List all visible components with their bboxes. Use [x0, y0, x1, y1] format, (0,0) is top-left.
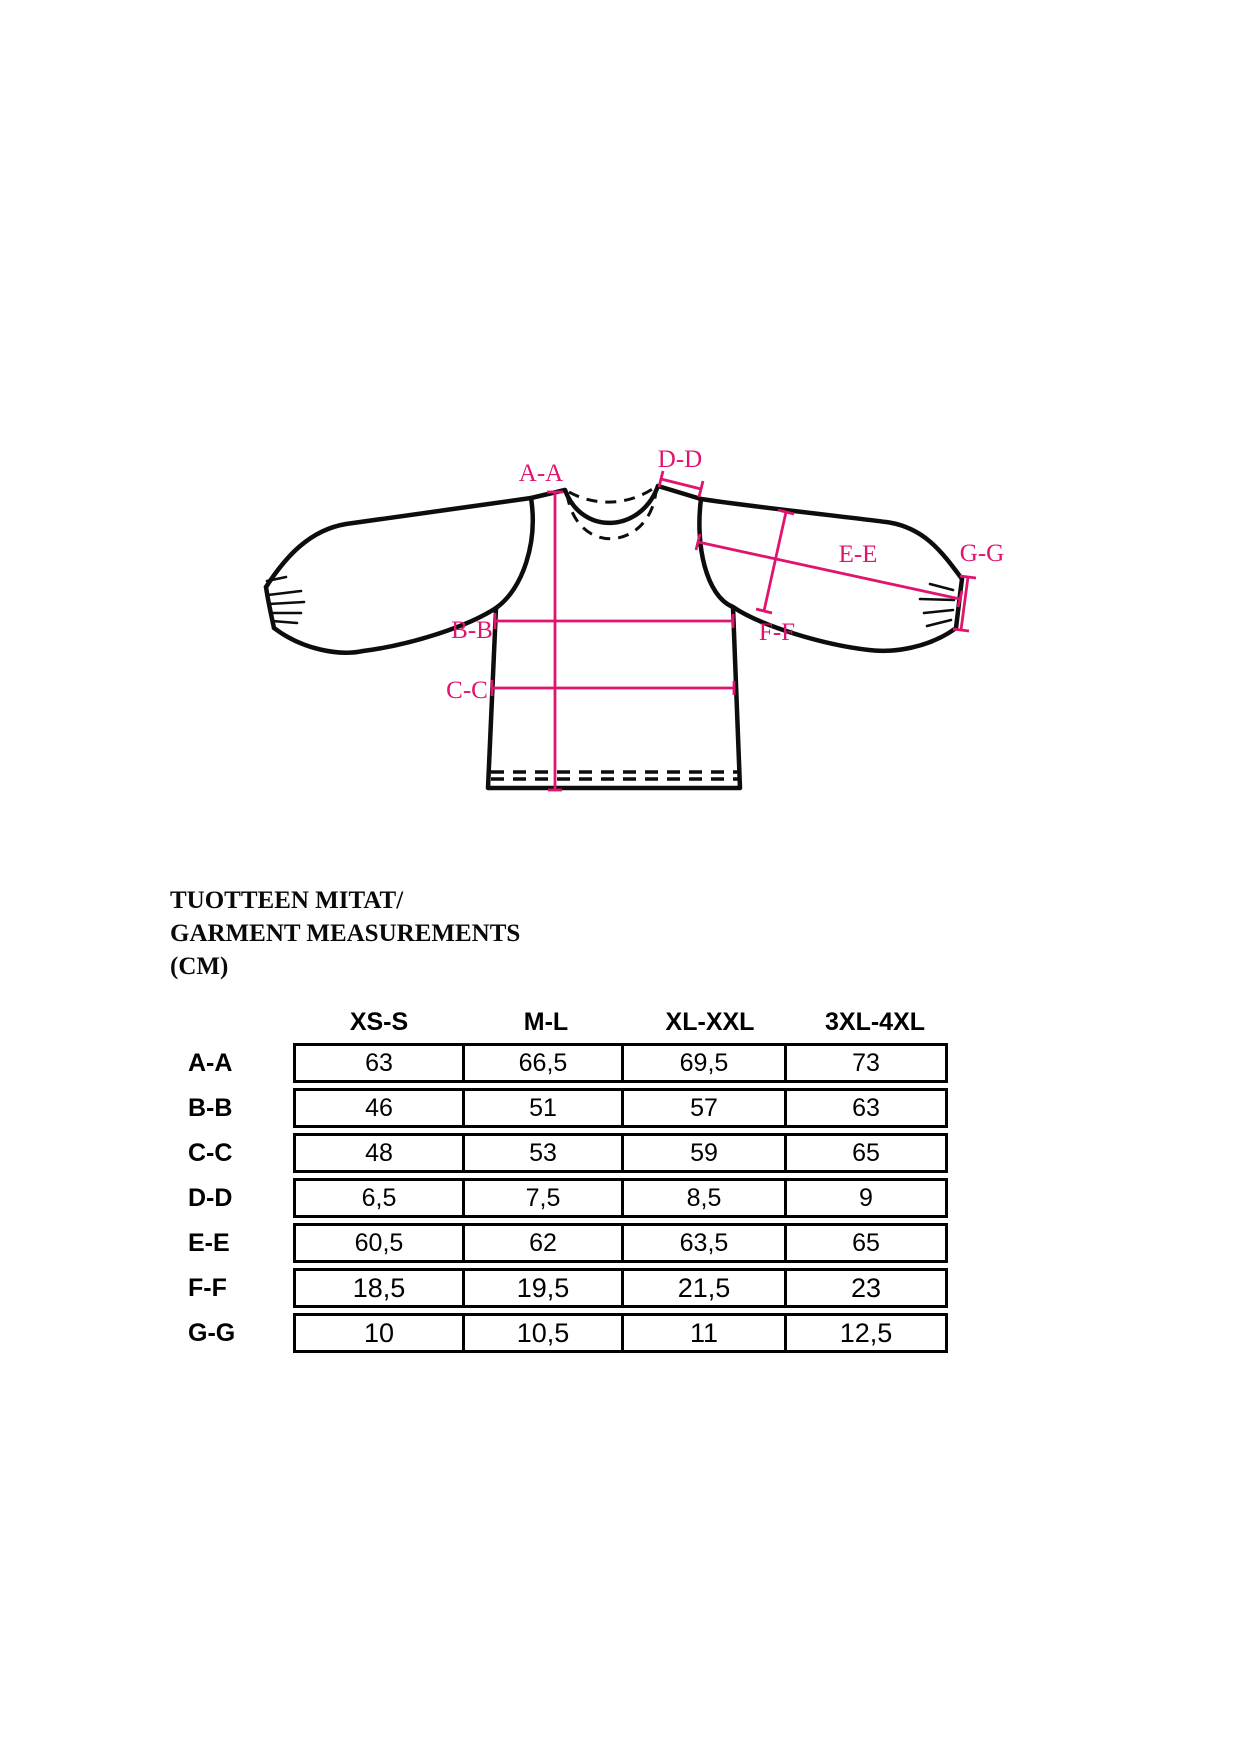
neckline-back-dashed-path — [569, 488, 654, 502]
left-armhole-path — [496, 498, 533, 608]
diagram-label-ee: E-E — [838, 541, 878, 568]
table-cell: 63 — [293, 1043, 465, 1083]
table-row — [170, 1133, 962, 1173]
table-cell: 65 — [784, 1133, 948, 1173]
table-cell: 10 — [293, 1313, 465, 1353]
table-row — [170, 1223, 962, 1263]
neckline-front-path — [565, 486, 658, 523]
measure-line-ee — [696, 534, 962, 607]
row-label: B-B — [188, 1093, 233, 1122]
table-body — [170, 1043, 962, 1353]
diagram-label-cc: C-C — [446, 677, 488, 704]
title-line-3: (CM) — [170, 953, 229, 980]
table-cell: 65 — [784, 1223, 948, 1263]
table-cell: 21,5 — [621, 1268, 787, 1308]
table-cell: 12,5 — [784, 1313, 948, 1353]
table-cell: 69,5 — [621, 1043, 787, 1083]
table-cell: 53 — [462, 1133, 624, 1173]
diagram-label-gg: G-G — [959, 540, 1005, 567]
row-label: D-D — [188, 1183, 233, 1212]
page-title — [170, 884, 520, 983]
table-cell: 18,5 — [293, 1268, 465, 1308]
diagram-label-ff: F-F — [758, 619, 796, 646]
table-cell: 19,5 — [462, 1268, 624, 1308]
table-row — [170, 1088, 962, 1128]
diagram-label-aa: A-A — [518, 460, 564, 487]
table-cell: 63,5 — [621, 1223, 787, 1263]
table-cell: 66,5 — [462, 1043, 624, 1083]
table-header-row — [170, 1005, 962, 1039]
diagram-label-dd: D-D — [657, 446, 703, 473]
table-cell: 60,5 — [293, 1223, 465, 1263]
table-cell: 51 — [462, 1088, 624, 1128]
table-row — [170, 1268, 962, 1308]
table-cell: 57 — [621, 1088, 787, 1128]
table-cell: 63 — [784, 1088, 948, 1128]
column-header-m-l: M-L — [523, 1008, 569, 1036]
table-cell: 23 — [784, 1268, 948, 1308]
measure-line-bb — [495, 613, 733, 629]
diagram-label-bb: B-B — [451, 617, 493, 644]
table-cell: 46 — [293, 1088, 465, 1128]
row-label: F-F — [188, 1273, 227, 1302]
table-cell: 9 — [784, 1178, 948, 1218]
row-label: E-E — [188, 1228, 230, 1257]
column-header-xl-xxl: XL-XXL — [665, 1008, 755, 1036]
measurement-table — [170, 1005, 962, 1358]
title-line-2: GARMENT MEASUREMENTS — [170, 920, 521, 947]
left-shoulder-sleeve-top-path — [266, 490, 565, 587]
table-row — [170, 1043, 962, 1083]
right-armhole-path — [699, 499, 733, 607]
header-spacer — [170, 1005, 293, 1039]
table-row — [170, 1313, 962, 1353]
table-cell: 73 — [784, 1043, 948, 1083]
table-cell: 59 — [621, 1133, 787, 1173]
table-cell: 48 — [293, 1133, 465, 1173]
table-cell: 11 — [621, 1313, 787, 1353]
title-line-1: TUOTTEEN MITAT/ — [170, 887, 404, 914]
column-header-xs-s: XS-S — [349, 1008, 409, 1036]
body-outline-path — [488, 607, 740, 788]
table-cell: 6,5 — [293, 1178, 465, 1218]
measure-line-aa — [547, 492, 563, 790]
garment-diagram — [0, 0, 1240, 850]
table-row — [170, 1178, 962, 1218]
row-label: C-C — [188, 1138, 233, 1167]
column-header-3xl-4xl: 3XL-4XL — [824, 1008, 926, 1036]
table-cell: 7,5 — [462, 1178, 624, 1218]
table-cell: 10,5 — [462, 1313, 624, 1353]
row-label: G-G — [188, 1318, 236, 1347]
table-cell: 8,5 — [621, 1178, 787, 1218]
measure-line-cc — [492, 680, 734, 696]
row-label: A-A — [188, 1048, 233, 1077]
table-cell: 62 — [462, 1223, 624, 1263]
